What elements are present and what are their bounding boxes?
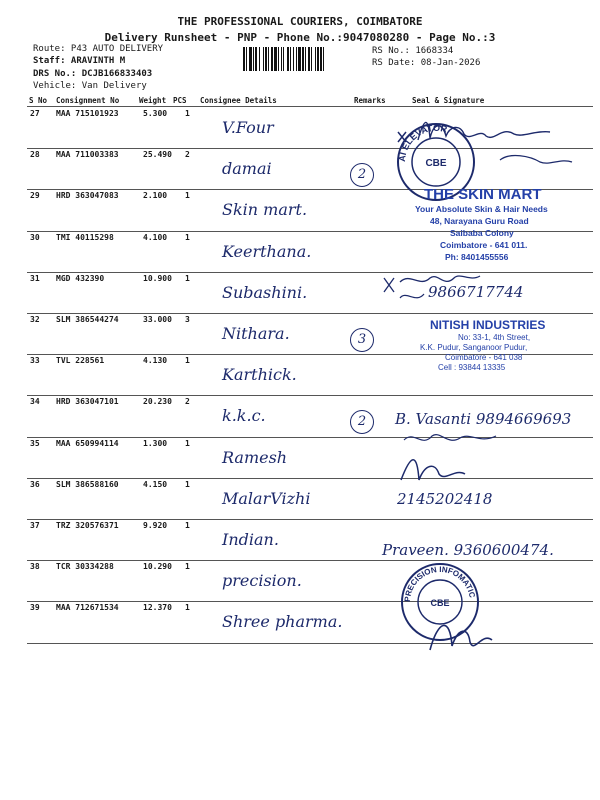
skin-mart-address-2: Saibaba Colony bbox=[450, 228, 514, 238]
rs-date: RS Date: 08-Jan-2026 bbox=[372, 58, 481, 68]
row-consignment-no: MAA 650994114 bbox=[56, 438, 119, 448]
row-consignment-no: TMI 40115298 bbox=[56, 232, 114, 242]
row-consignment-no: TCR 30334288 bbox=[56, 562, 114, 572]
row-pcs: 2 bbox=[185, 397, 190, 407]
barcode-bar bbox=[298, 47, 301, 71]
row-weight: 20.230 bbox=[143, 397, 172, 407]
row-weight: 2.100 bbox=[143, 191, 168, 201]
barcode-bar bbox=[317, 47, 319, 71]
row-sno: 34 bbox=[30, 397, 40, 407]
row-remark: 2 bbox=[350, 410, 374, 434]
col-sno: S No bbox=[29, 96, 48, 105]
row-sno: 28 bbox=[30, 150, 40, 160]
row-pcs: 1 bbox=[185, 479, 190, 489]
row-pcs: 1 bbox=[185, 273, 190, 283]
row-consignment-no: SLM 386544274 bbox=[56, 315, 119, 324]
elevator-ring-text: AI ELEVATOR bbox=[396, 122, 449, 163]
row-sno: 31 bbox=[30, 273, 40, 283]
signature-row-35 bbox=[395, 450, 485, 490]
row-weight: 25.490 bbox=[143, 150, 172, 160]
row-consignee: MalarVizhi bbox=[222, 488, 311, 508]
row-divider bbox=[27, 395, 593, 396]
barcode-bar bbox=[308, 47, 310, 71]
row-sno: 36 bbox=[30, 479, 40, 489]
signature-row-36: 2145202418 bbox=[397, 490, 493, 508]
row-consignment-no: HRD 363047101 bbox=[56, 397, 119, 407]
staff-label: Staff: ARAVINTH M bbox=[33, 56, 126, 66]
row-pcs: 1 bbox=[185, 521, 190, 530]
barcode-bar bbox=[287, 47, 289, 71]
row-pcs: 1 bbox=[185, 232, 190, 242]
barcode-bar bbox=[315, 47, 316, 71]
row-consignment-no: TRZ 320576371 bbox=[56, 521, 119, 530]
skin-mart-address-3: Coimbatore - 641 011. bbox=[440, 240, 528, 250]
skin-mart-phone: Ph: 8401455556 bbox=[445, 252, 509, 262]
row-consignee: Ramesh bbox=[222, 447, 288, 467]
row-consignment-no: TVL 228561 bbox=[56, 356, 105, 366]
row-pcs: 1 bbox=[185, 562, 190, 572]
barcode-bar bbox=[274, 47, 277, 71]
col-pcs: PCS bbox=[173, 96, 187, 105]
row-weight: 4.100 bbox=[143, 232, 168, 242]
row-sno: 37 bbox=[30, 521, 40, 530]
company-title: THE PROFESSIONAL COURIERS, COIMBATORE bbox=[177, 15, 423, 28]
row-sno: 38 bbox=[30, 562, 40, 572]
signature-row-39 bbox=[420, 610, 500, 660]
barcode-bar bbox=[243, 47, 245, 71]
barcode bbox=[243, 47, 367, 71]
barcode-bar bbox=[290, 47, 291, 71]
row-weight: 10.900 bbox=[143, 273, 172, 283]
row-pcs: 1 bbox=[185, 603, 190, 613]
elevator-city: CBE bbox=[425, 158, 447, 169]
skin-mart-stamp-name: THE SKIN MART bbox=[424, 186, 542, 203]
barcode-bar bbox=[253, 47, 254, 71]
signature-row-37: Praveen. 9360600474. bbox=[382, 541, 554, 559]
row-weight: 9.920 bbox=[143, 521, 168, 530]
precision-ring-text: PRECISION INFOMATIC bbox=[402, 564, 477, 603]
row-divider bbox=[27, 478, 593, 479]
skin-mart-address-1: 48, Narayana Guru Road bbox=[430, 216, 529, 226]
svg-text:PRECISION INFOMATIC bbox=[403, 565, 477, 602]
barcode-bar bbox=[246, 47, 247, 71]
route-label: Route: P43 AUTO DELIVERY bbox=[33, 44, 164, 54]
row-divider bbox=[27, 643, 593, 644]
rs-number: RS No.: 1668334 bbox=[372, 46, 454, 56]
row-pcs: 2 bbox=[185, 150, 190, 160]
row-consignee: Keerthana. bbox=[222, 241, 312, 261]
row-pcs: 1 bbox=[185, 109, 190, 118]
row-consignee: damai bbox=[222, 159, 272, 179]
row-consignee: Karthick. bbox=[222, 365, 297, 385]
barcode-bar bbox=[259, 47, 260, 71]
skin-mart-tagline: Your Absolute Skin & Hair Needs bbox=[415, 204, 548, 214]
row-weight: 4.130 bbox=[143, 356, 168, 366]
signature-row-34: B. Vasanti 9894669693 bbox=[395, 410, 572, 428]
row-sno: 30 bbox=[30, 232, 40, 242]
row-weight: 10.290 bbox=[143, 562, 172, 572]
header-divider bbox=[27, 106, 593, 107]
row-sno: 35 bbox=[30, 438, 40, 448]
row-sno: 33 bbox=[30, 356, 40, 366]
row-divider bbox=[27, 560, 593, 561]
col-weight: Weight bbox=[139, 96, 167, 105]
row-sno: 39 bbox=[30, 603, 40, 613]
row-consignee: precision. bbox=[222, 571, 302, 591]
barcode-bar bbox=[263, 47, 264, 71]
barcode-bar bbox=[302, 47, 304, 71]
col-consignee: Consignee Details bbox=[200, 96, 277, 105]
row-sno: 32 bbox=[30, 315, 40, 324]
row-pcs: 1 bbox=[185, 356, 190, 366]
row-consignee: V.Four bbox=[222, 118, 274, 137]
row-pcs: 3 bbox=[185, 315, 190, 324]
barcode-bar bbox=[281, 47, 282, 71]
barcode-bar bbox=[320, 47, 322, 71]
col-seal-signature: Seal & Signature bbox=[412, 96, 485, 105]
row-weight: 5.300 bbox=[143, 109, 168, 118]
nitish-address-3: Coimbatore - 641 038 bbox=[445, 353, 523, 362]
row-divider bbox=[27, 519, 593, 520]
barcode-bar bbox=[323, 47, 324, 71]
row-consignment-no: SLM 386588160 bbox=[56, 479, 119, 489]
row-consignment-no: MAA 711003383 bbox=[56, 150, 119, 160]
row-weight: 4.150 bbox=[143, 479, 168, 489]
row-pcs: 1 bbox=[185, 438, 190, 448]
barcode-bar bbox=[283, 47, 284, 71]
nitish-stamp-name: NITISH INDUSTRIES bbox=[430, 318, 546, 332]
row-remark: 3 bbox=[350, 328, 374, 352]
barcode-bar bbox=[268, 47, 269, 71]
col-remarks: Remarks bbox=[354, 96, 386, 105]
signature-phone-row-31: 9866717744 bbox=[428, 283, 524, 301]
barcode-bar bbox=[271, 47, 273, 71]
barcode-bar bbox=[305, 47, 306, 71]
row-consignment-no: MAA 715101923 bbox=[56, 109, 119, 118]
row-consignee: Indian. bbox=[222, 530, 279, 549]
col-consignment: Consignment No bbox=[56, 96, 120, 105]
barcode-bar bbox=[249, 47, 252, 71]
vehicle-label: Vehicle: Van Delivery bbox=[33, 81, 147, 91]
row-weight: 33.000 bbox=[143, 315, 172, 324]
row-divider bbox=[27, 601, 593, 602]
row-consignment-no: MGD 432390 bbox=[56, 273, 105, 283]
row-consignee: Shree pharma. bbox=[222, 612, 343, 632]
row-weight: 12.370 bbox=[143, 603, 172, 613]
row-remark: 2 bbox=[350, 163, 374, 187]
row-consignment-no: MAA 712671534 bbox=[56, 603, 119, 613]
row-consignee: Subashini. bbox=[222, 282, 308, 302]
nitish-cell: Cell : 93844 13335 bbox=[438, 363, 506, 372]
row-consignee: Nithara. bbox=[222, 324, 290, 343]
row-consignee: k.k.c. bbox=[222, 406, 266, 426]
barcode-bar bbox=[265, 47, 267, 71]
runsheet-subtitle: Delivery Runsheet - PNP - Phone No.:9047080280 - Page No.:3 bbox=[104, 31, 496, 44]
barcode-bar bbox=[311, 47, 312, 71]
row-sno: 27 bbox=[30, 109, 40, 118]
drs-label: DRS No.: DCJB166833403 bbox=[33, 69, 153, 79]
barcode-bar bbox=[296, 47, 297, 71]
barcode-bar bbox=[278, 47, 279, 71]
barcode-bar bbox=[255, 47, 257, 71]
row-consignee: Skin mart. bbox=[222, 200, 308, 220]
barcode-bar bbox=[293, 47, 294, 71]
row-consignment-no: HRD 363047083 bbox=[56, 191, 119, 201]
row-pcs: 1 bbox=[185, 191, 190, 201]
nitish-address-1: No: 33-1, 4th Street, bbox=[458, 333, 531, 342]
nitish-address-2: K.K. Pudur, Sanganoor Pudur, bbox=[420, 343, 528, 352]
row-weight: 1.300 bbox=[143, 438, 168, 448]
precision-city: CBE bbox=[430, 598, 450, 608]
row-sno: 29 bbox=[30, 191, 40, 201]
